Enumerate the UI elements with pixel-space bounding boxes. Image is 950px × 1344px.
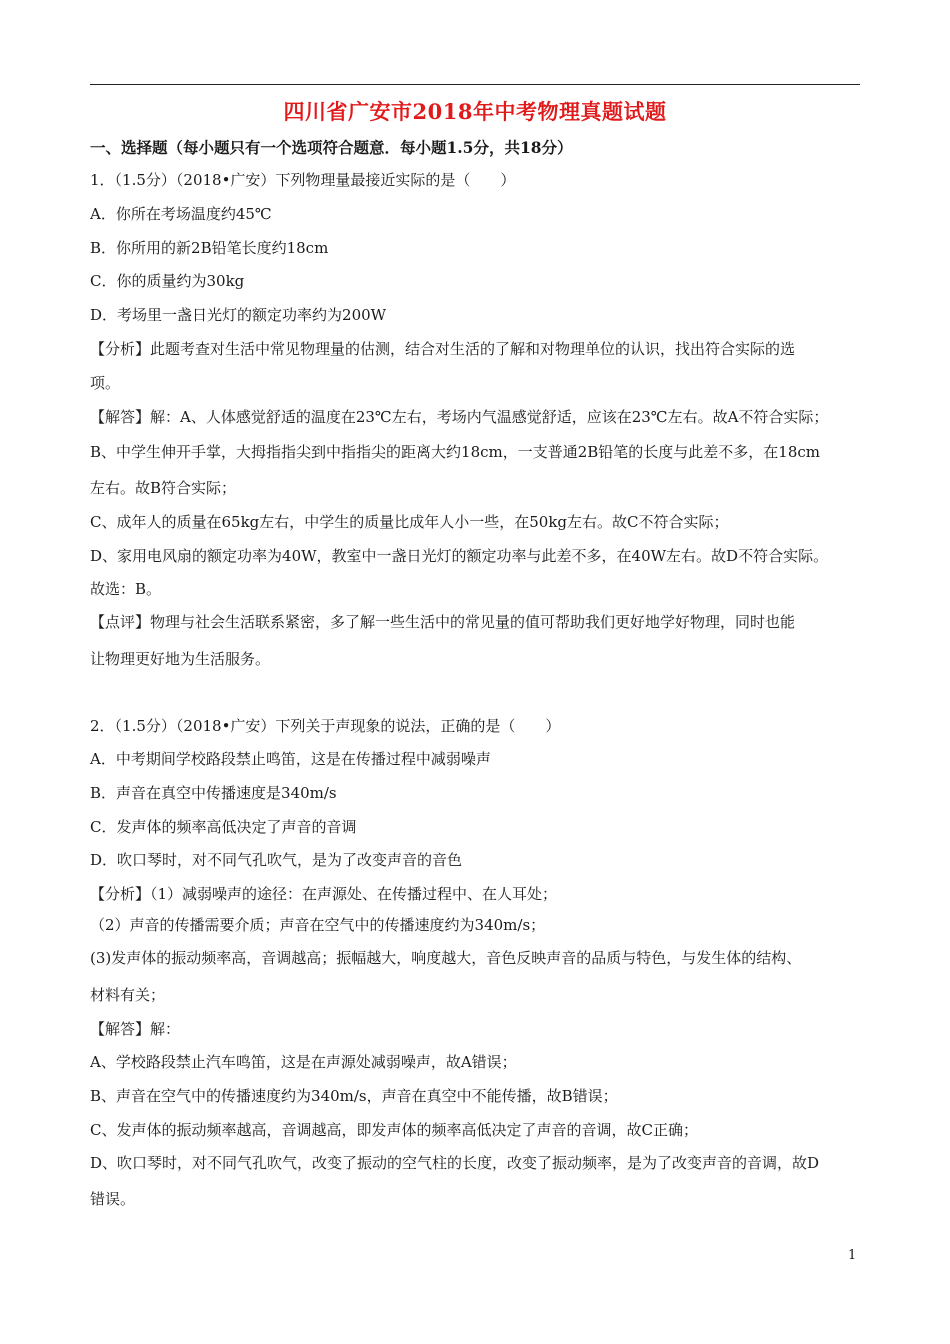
q1-answer-line: 故选：B。 [90,580,162,598]
q2-option-c: C．发声体的频率高低决定了声音的音调 [90,818,357,836]
q1-answer-line: 【解答】解：A、人体感觉舒适的温度在23℃左右，考场内气温感觉舒适，应该在23℃左右。故A不符合实际； [90,408,829,426]
q2-analysis-line: （2）声音的传播需要介质；声音在空气中的传播速度约为340m/s； [90,916,546,934]
q1-answer-line: B、中学生伸开手掌，大拇指指尖到中指指尖的距离大约18cm，一支普通2B铅笔的长度与此差不多，在18cm [90,443,821,461]
q2-analysis-line: 材料有关； [90,986,166,1004]
q1-option-c: C．你的质量约为30kg [90,272,245,290]
q1-option-a: A．你所在考场温度约45℃ [90,205,272,223]
q1-comment-line: 让物理更好地为生活服务。 [90,650,271,668]
page-number: 1 [848,1248,857,1263]
q2-answer-heading: 【解答】解： [90,1020,181,1038]
q2-answer-line: B、声音在空气中的传播速度约为340m/s，声音在真空中不能传播，故B错误； [90,1087,618,1105]
q2-option-b: B．声音在真空中传播速度是340m/s [90,784,337,802]
q1-stem: 1．（1.5分）（2018•广安）下列物理量最接近实际的是（ ） [90,171,516,189]
q2-answer-line: D、吹口琴时，对不同气孔吹气，改变了振动的空气柱的长度，改变了振动频率，是为了改变声音的音调，故D [90,1154,820,1172]
q1-answer-line: C、成年人的质量在65kg左右，中学生的质量比成年人小一些，在50kg左右。故C不符合实际； [90,513,729,531]
q2-answer-line: C、发声体的振动频率越高，音调越高，即发声体的频率高低决定了声音的音调，故C正确； [90,1121,698,1139]
q1-answer-line: 左右。故B符合实际； [90,479,237,497]
q2-analysis-line: 【分析】（1）减弱噪声的途径：在声源处、在传播过程中、在人耳处； [90,885,558,903]
q2-answer-line: 错误。 [90,1190,136,1208]
q1-answer-line: D、家用电风扇的额定功率为40W，教室中一盏日光灯的额定功率与此差不多，在40W左右。故D不符合实际。 [90,547,829,565]
header-rule [90,84,860,85]
document-title: 四川省广安市2018年中考物理真题试题 [283,99,667,124]
q2-option-d: D．吹口琴时，对不同气孔吹气，是为了改变声音的音色 [90,851,463,869]
q2-answer-line: A、学校路段禁止汽车鸣笛，这是在声源处减弱噪声，故A错误； [90,1053,517,1071]
q1-option-d: D．考场里一盏日光灯的额定功率约为200W [90,306,387,324]
q1-option-b: B．你所用的新2B铅笔长度约18cm [90,239,329,257]
q1-analysis-line: 【分析】此题考查对生活中常见物理量的估测，结合对生活的了解和对物理单位的认识，找出符合实际的选 [90,340,796,358]
q1-comment-line: 【点评】物理与社会生活联系紧密，多了解一些生活中的常见量的值可帮助我们更好地学好物理，同时也能 [90,613,796,631]
section-heading: 一、选择题（每小题只有一个选项符合题意．每小题1.5分，共18分） [90,138,573,157]
q2-option-a: A．中考期间学校路段禁止鸣笛，这是在传播过程中减弱噪声 [90,750,491,768]
q2-analysis-line: (3)发声体的振动频率高，音调越高；振幅越大，响度越大，音色反映声音的品质与特色，与发生体的结构、 [90,949,802,967]
q1-analysis-line: 项。 [90,374,121,392]
q2-stem: 2．（1.5分）（2018•广安）下列关于声现象的说法，正确的是（ ） [90,717,561,735]
